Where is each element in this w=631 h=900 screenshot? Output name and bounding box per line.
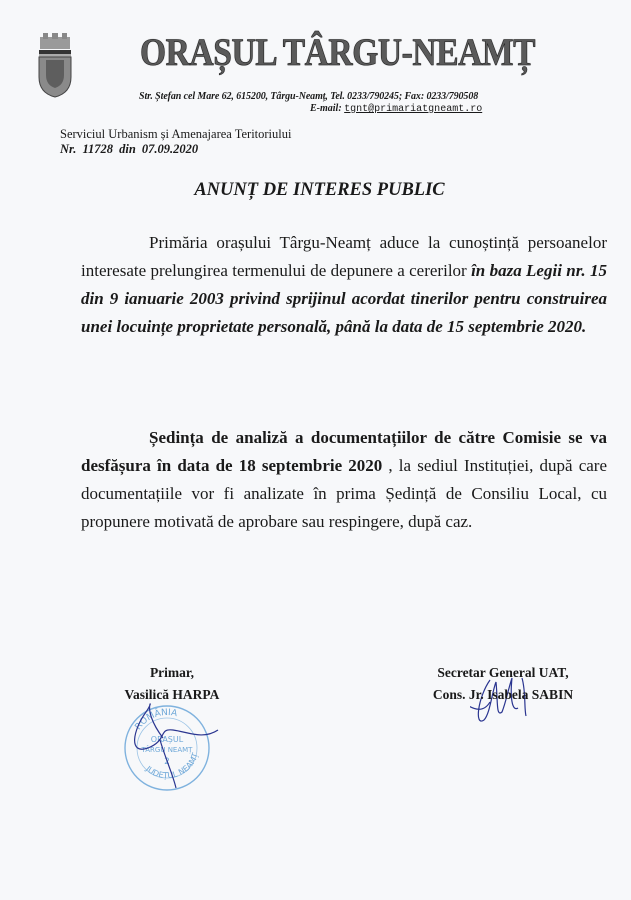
letterhead-title: ORAȘUL TÂRGU-NEAMȚ xyxy=(140,31,536,74)
department-name: Serviciul Urbanism și Amenajarea Teritoriului xyxy=(60,127,292,141)
mayor-name: Vasilică HARPA xyxy=(124,687,220,702)
secretary-role: Secretar General UAT, xyxy=(437,665,569,680)
signature-block-mayor xyxy=(102,662,242,706)
mayor-role: Primar, xyxy=(149,665,195,680)
paragraph-announcement xyxy=(81,229,607,341)
page-title: ANUNȚ DE INTERES PUBLIC xyxy=(194,180,445,200)
mayor-signature xyxy=(118,700,228,790)
paragraph2-bold: Ședința de analiză a documentațiilor de către Comisie se va desfășura în data de 18 septembrie 2020 xyxy=(81,428,607,475)
stamp-line1: ORAȘUL xyxy=(150,735,184,744)
registration-number: Nr. 11728 din 07.09.2020 xyxy=(60,142,199,156)
email-label: E-mail: xyxy=(310,103,342,114)
stamp-top-text: ROMÂNIA xyxy=(133,707,179,733)
paragraph1-emphasis: în baza Legii nr. 15 din 9 ianuarie 2003 privind sprijinul acordat tinerilor pentru construirea unei locuințe proprietate personală, până la data de 15 septembrie 2020. xyxy=(81,261,607,336)
letterhead-address: Str. Ștefan cel Mare 62, 615200, Târgu-Neamț, Tel. 0233/790245; Fax: 0233/790508 xyxy=(139,91,479,102)
coat-of-arms-logo xyxy=(37,33,73,99)
stamp-line2: TÂRGU NEAMȚ xyxy=(141,746,193,754)
stamp-bottom-text: JUDEȚUL NEAMȚ xyxy=(144,751,200,781)
paragraph1-plain: Primăria orașului Târgu-Neamț aduce la cunoștință persoanelor interesate prelungirea termenului de depunere a cererilor xyxy=(81,233,607,280)
secretary-name: Cons. Jr. Isabela SABIN xyxy=(432,687,574,702)
signature-block-secretary xyxy=(403,662,603,706)
paragraph-meeting xyxy=(81,424,607,536)
stamp-number: 2 xyxy=(164,757,170,767)
letterhead-email xyxy=(310,103,482,115)
paragraph2-plain: , la sediul Instituției, după care documentațiile vor fi analizate în prima Ședință de Consiliu Local, cu propunere motivată de aprobare sau respingere, după caz. xyxy=(81,456,607,531)
email-link[interactable]: tgnt@primariatgneamt.ro xyxy=(344,104,483,115)
